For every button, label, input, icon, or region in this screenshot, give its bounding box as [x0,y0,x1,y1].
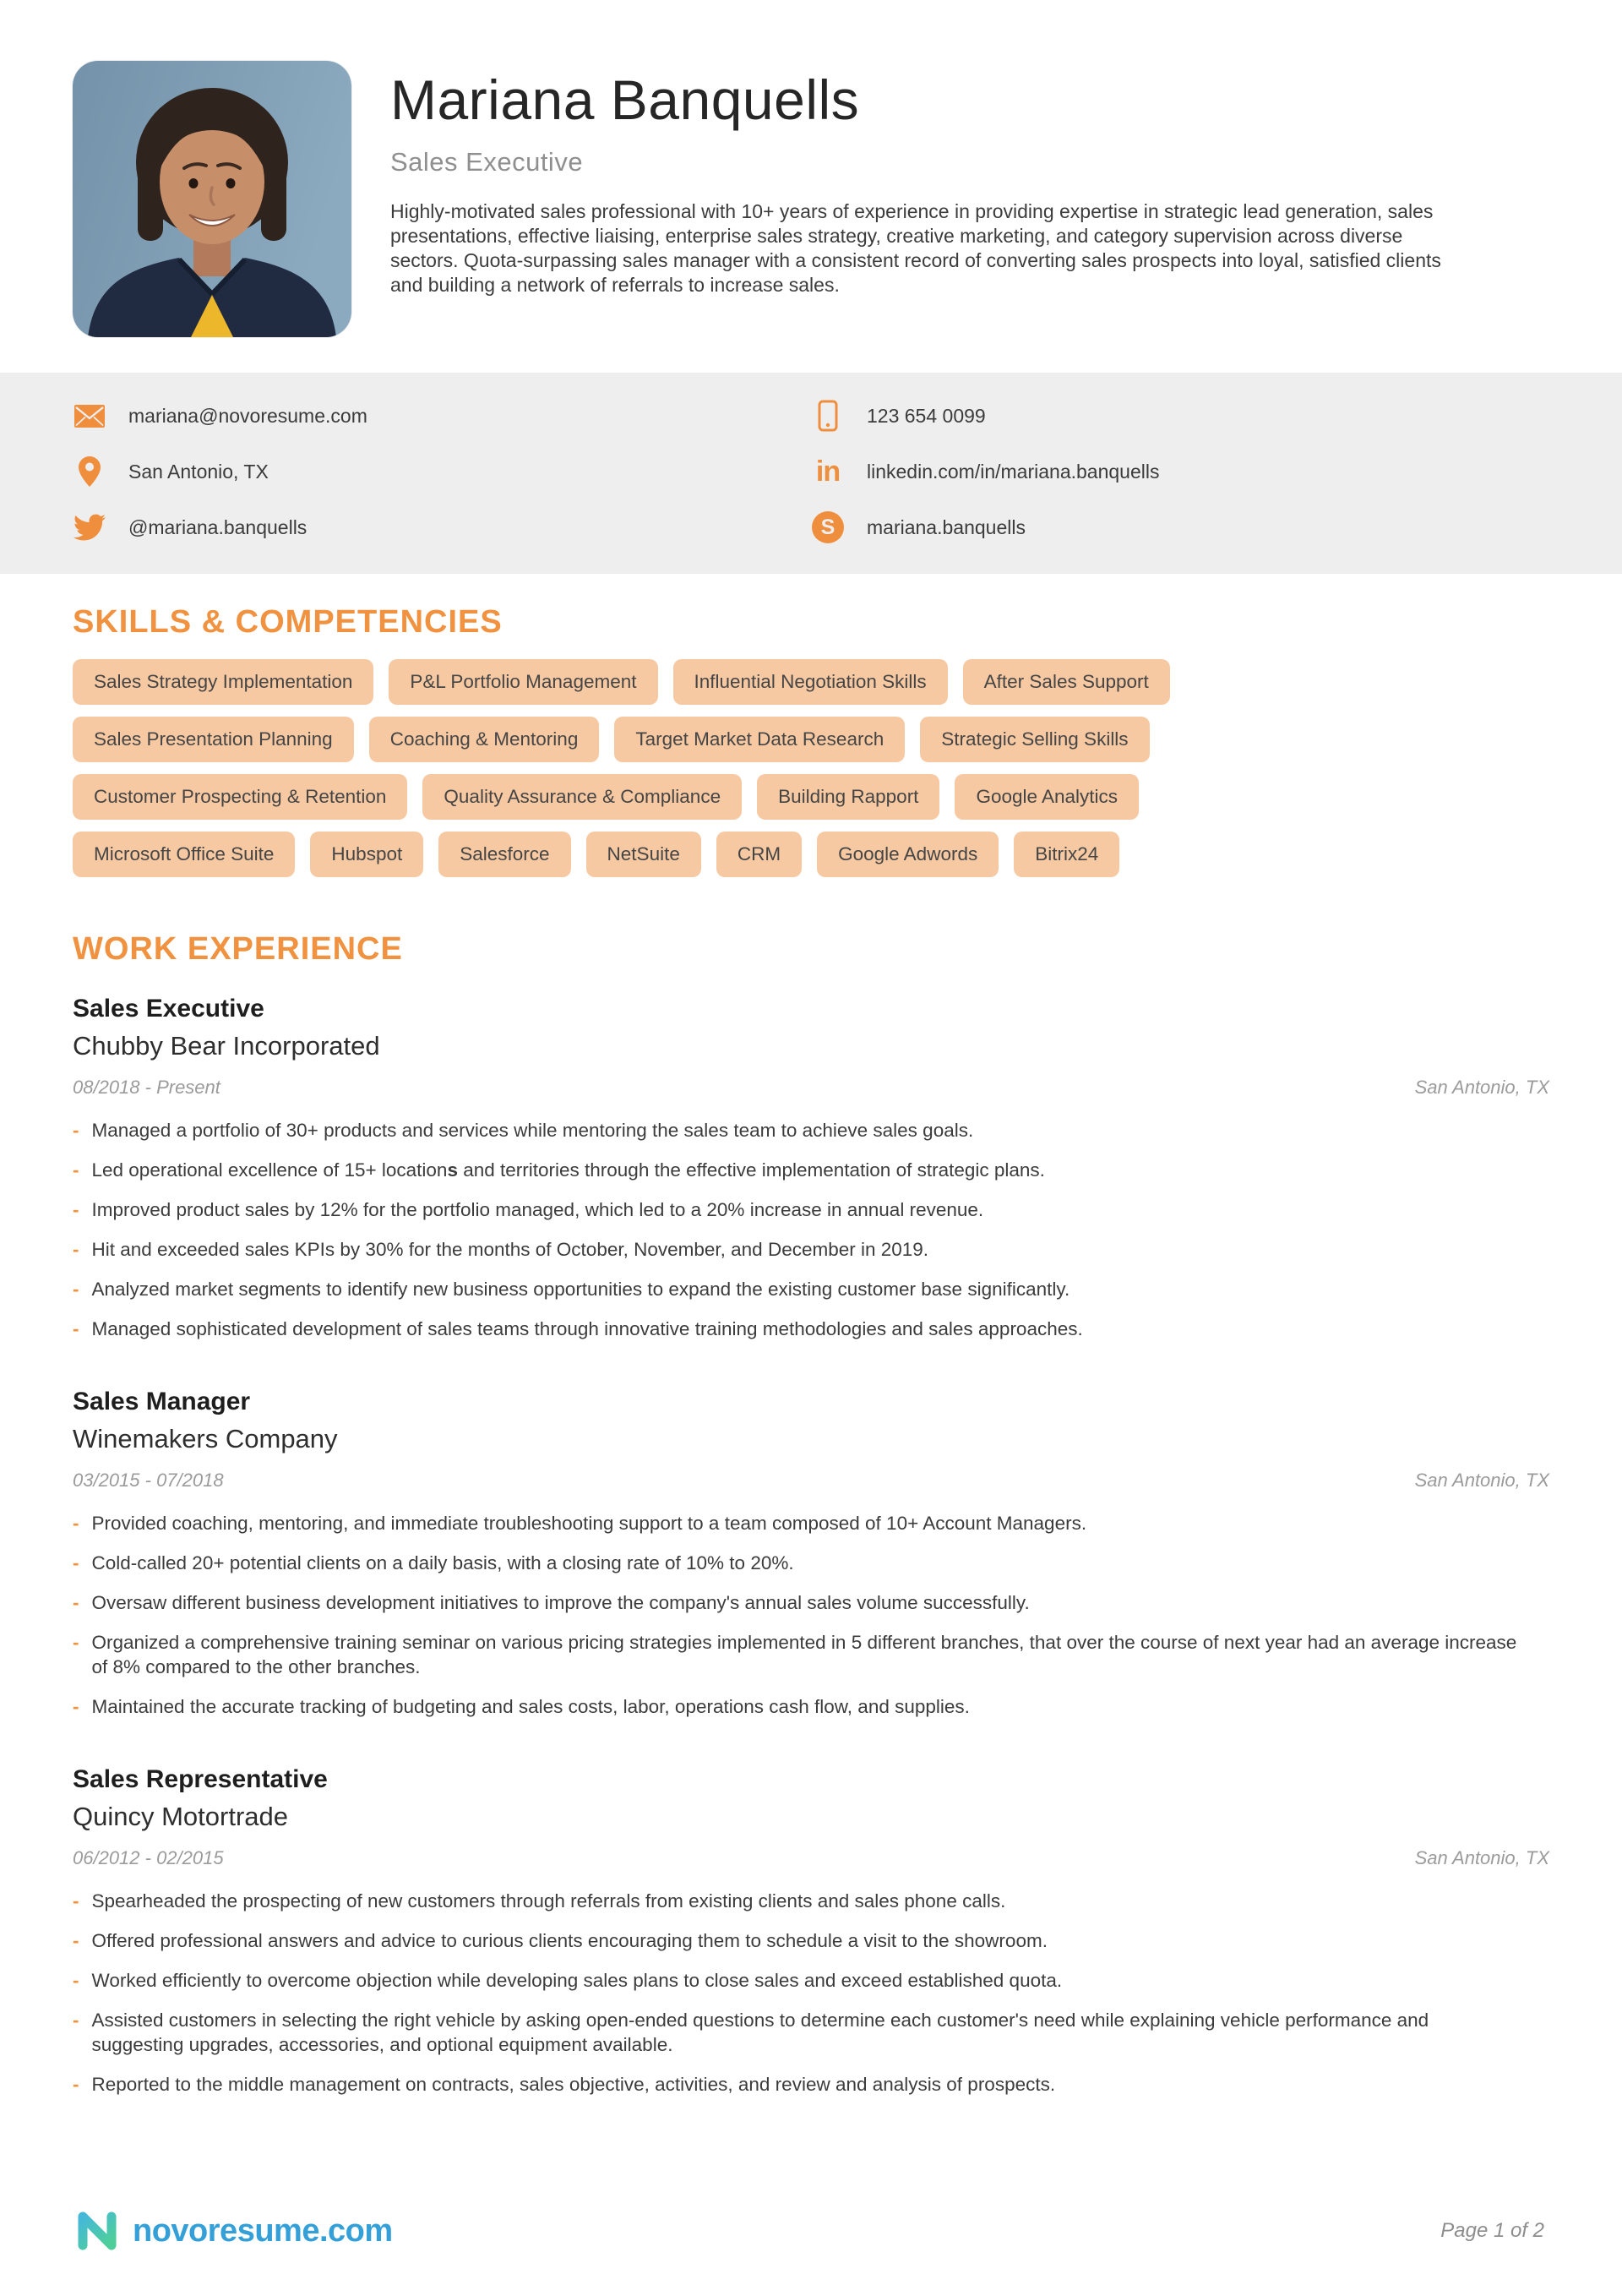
bullet-dash-icon: - [73,1930,79,1951]
header-text [390,61,1546,337]
bullet-dash-icon: - [73,2074,79,2095]
job-entry [73,995,1549,1349]
bullet-item: - Reported to the middle management on contracts, sales objective, activities, and review and analysis of prospects. [73,2074,1056,2095]
skills-row [73,774,1549,820]
contact-skype [811,511,1549,543]
skill-pill: Hubspot [310,832,423,877]
bullet-item: - Managed a portfolio of 30+ products and services while mentoring the sales team to achieve sales goals. [73,1120,974,1141]
skills-heading: SKILLS & COMPETENCIES [73,604,503,640]
job-headline: Sales Executive [390,147,584,177]
bullet-dash-icon: - [73,1890,79,1912]
brand-text[interactable]: novoresume.com [133,2212,393,2249]
bullet-item: - Assisted customers in selecting the right vehicle by asking open-ended questions to determine each customer's need while explaining vehicle performance and suggesting upgrades, accessories, and optional equipment available. [73,2010,1429,2055]
work-experience-section [0,931,1622,2104]
skill-pill: Bitrix24 [1014,832,1119,877]
job-meta [73,1077,1549,1099]
profile-photo [73,61,351,337]
skills-row [73,832,1549,877]
skill-pill: CRM [716,832,802,877]
job-location: San Antonio, TX [1414,1470,1549,1491]
skills-row [73,717,1549,762]
footer [73,2206,1544,2255]
work-experience-heading: WORK EXPERIENCE [73,931,403,967]
bullet-item: - Led operational excellence of 15+ locations and territories through the effective implementation of strategic plans. [73,1159,1045,1181]
job-bullets [73,1881,1549,2104]
skill-pill: Salesforce [438,832,570,877]
skype-icon: S [811,511,845,543]
job-meta [73,1847,1549,1869]
bullet-item: - Spearheaded the prospecting of new customers through referrals from existing clients and sales phone calls. [73,1890,1006,1912]
job-title: Sales Executive [73,995,264,1023]
bullet-dash-icon: - [73,1279,79,1300]
bullet-item: - Cold-called 20+ potential clients on a daily basis, with a closing rate of 10% to 20%. [73,1552,794,1573]
contact-twitter-value[interactable]: @mariana.banquells [128,515,308,538]
bullet-dash-icon: - [73,1696,79,1717]
job-title: Sales Representative [73,1765,328,1793]
contact-skype-value: mariana.banquells [867,515,1026,538]
phone-icon [811,400,845,432]
email-icon [73,405,106,428]
bullet-item: - Oversaw different business development initiatives to improve the company's annual sales volume successfully. [73,1592,1030,1613]
novoresume-logo[interactable] [73,2206,393,2255]
job-entry [73,1388,1549,1726]
contact-bar [0,373,1622,574]
skill-pill: Target Market Data Research [614,717,905,762]
header [0,0,1622,337]
bullet-dash-icon: - [73,1513,79,1534]
bullet-item: - Improved product sales by 12% for the portfolio managed, which led to a 20% increase in annual revenue. [73,1199,984,1220]
skill-pill: P&L Portfolio Management [389,659,657,705]
job-dates: 06/2012 - 02/2015 [73,1847,224,1868]
job-bullets [73,1503,1549,1726]
skill-pill: Microsoft Office Suite [73,832,295,877]
contact-phone-value: 123 654 0099 [867,404,986,427]
skills-section [0,604,1622,877]
location-pin-icon [73,455,106,488]
skill-pill: Quality Assurance & Compliance [422,774,742,820]
bullet-dash-icon: - [73,1552,79,1573]
skills-pill-rows [73,659,1549,877]
bullet-dash-icon: - [73,1159,79,1181]
bullet-dash-icon: - [73,1970,79,1991]
skill-pill: NetSuite [586,832,701,877]
job-dates: 08/2018 - Present [73,1077,220,1098]
bullet-dash-icon: - [73,1632,79,1653]
linkedin-icon: in [815,455,841,488]
bullet-dash-icon: - [73,1199,79,1220]
bullet-item: - Offered professional answers and advice to curious clients encouraging them to schedule a visit to the showroom. [73,1930,1048,1951]
bullet-item: - Managed sophisticated development of sales teams through innovative training methodologies and sales approaches. [73,1318,1083,1339]
skill-pill: Google Analytics [955,774,1139,820]
contact-linkedin-value[interactable]: linkedin.com/in/mariana.banquells [867,460,1160,483]
skill-pill: Coaching & Mentoring [369,717,600,762]
job-dates: 03/2015 - 07/2018 [73,1470,224,1491]
bullet-dash-icon: - [73,1592,79,1613]
job-company: Chubby Bear Incorporated [73,1031,380,1061]
skill-pill: Sales Strategy Implementation [73,659,373,705]
contact-location [73,455,811,488]
bullet-item: - Provided coaching, mentoring, and immediate troubleshooting support to a team composed of 10+ Account Managers. [73,1513,1087,1534]
contact-twitter [73,514,811,541]
contact-location-value: San Antonio, TX [128,460,269,483]
novoresume-n-icon [73,2206,122,2255]
skills-row [73,659,1549,705]
bullet-item: - Maintained the accurate tracking of budgeting and sales costs, labor, operations cash flow, and supplies. [73,1696,970,1717]
bullet-item: - Organized a comprehensive training seminar on various pricing strategies implemented in 5 different branches, that over the course of next year had an average increase of 8% compared to the other branches. [73,1632,1517,1677]
twitter-icon [73,514,106,541]
bullet-dash-icon: - [73,2010,79,2031]
skill-pill: Building Rapport [757,774,939,820]
job-title: Sales Manager [73,1388,251,1415]
bullet-dash-icon: - [73,1318,79,1339]
job-location: San Antonio, TX [1414,1077,1549,1098]
bullet-item: - Worked efficiently to overcome objection while developing sales plans to close sales and exceed established quota. [73,1970,1063,1991]
bullet-dash-icon: - [73,1239,79,1260]
contact-email [73,405,811,428]
profile-photo-illustration [73,61,351,337]
skill-pill: After Sales Support [963,659,1170,705]
job-entry [73,1765,1549,2104]
skill-pill: Sales Presentation Planning [73,717,354,762]
bullet-dash-icon: - [73,1120,79,1141]
contact-email-value[interactable]: mariana@novoresume.com [128,404,367,427]
bullet-item: - Analyzed market segments to identify new business opportunities to expand the existing customer base significantly. [73,1279,1070,1300]
page-number-label: Page 1 of 2 [1440,2219,1544,2242]
job-company: Winemakers Company [73,1424,338,1453]
bullet-item: - Hit and exceeded sales KPIs by 30% for the months of October, November, and December in 2019. [73,1239,929,1260]
job-meta [73,1470,1549,1492]
job-bullets [73,1110,1549,1349]
skill-pill: Google Adwords [817,832,999,877]
job-company: Quincy Motortrade [73,1802,288,1831]
skill-pill: Influential Negotiation Skills [673,659,948,705]
skill-pill: Strategic Selling Skills [920,717,1149,762]
profile-summary: Highly-motivated sales professional with 10+ years of experience in providing expertise in strategic lead generation, sales presentations, effective liaising, enterprise sales strategy, creative marketing, and category supervision across diverse sectors. Quota-surpassing sales manager with a consistent record of converting sales prospects into loyal, satisfied clients and building a network of referrals to increase sales. [390,200,1441,296]
contact-linkedin [811,457,1549,486]
job-location: San Antonio, TX [1414,1847,1549,1868]
contact-phone [811,400,1549,432]
page-title: Mariana Banquells [390,68,860,131]
skill-pill: Customer Prospecting & Retention [73,774,407,820]
